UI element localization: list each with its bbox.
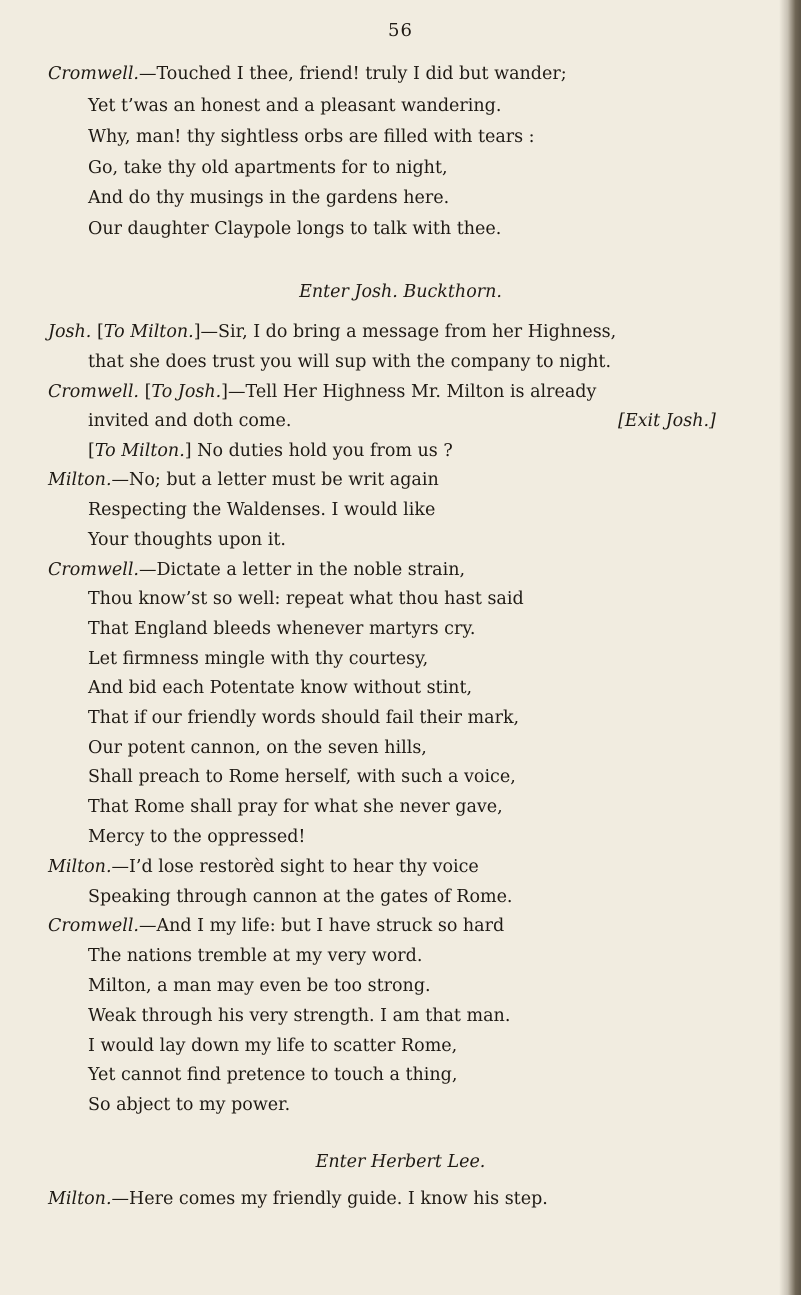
text-line — [48, 62, 567, 86]
line-text: —Touched I thee, friend! truly I did but wander; — [138, 64, 567, 84]
text-line: Cromwell. [To Josh.]—Tell Her Highness Mr. Milton is already — [48, 382, 597, 402]
stage-direction: [Exit Josh.] — [618, 411, 716, 431]
text-line: Respecting the Waldenses. I would like — [88, 500, 436, 520]
text-line: I would lay down my life to scatter Rome, — [88, 1036, 458, 1056]
text-line: That Rome shall pray for what she never gave, — [88, 797, 503, 817]
text-line: Milton, a man may even be too strong. — [88, 976, 431, 996]
text-line: So abject to my power. — [88, 1095, 291, 1115]
text-line: Speaking through cannon at the gates of Rome. — [88, 887, 513, 907]
text-line: Your thoughts upon it. — [88, 530, 286, 550]
line-text: ] No duties hold you from us ? — [184, 441, 453, 461]
text-line: Yet t’was an honest and a pleasant wandering. — [88, 96, 502, 116]
page-number: 56 — [388, 20, 413, 41]
speaker-name: Cromwell. — [48, 916, 139, 936]
stage-direction: Enter Herbert Lee. — [315, 1152, 486, 1172]
text-line: Why, man! thy sightless orbs are filled with tears : — [88, 127, 535, 147]
text-line — [48, 1187, 548, 1211]
text-line: Go, take thy old apartments for to night, — [88, 158, 448, 178]
speaker-name: Josh. — [48, 322, 92, 342]
text-line: The nations tremble at my very word. — [88, 946, 423, 966]
text-line: That if our friendly words should fail their mark, — [88, 708, 520, 728]
text-line: Josh. [To Milton.]—Sir, I do bring a message from her Highness, — [48, 322, 617, 342]
speaker-name: Milton. — [48, 1189, 112, 1209]
page-edge-shadow — [779, 0, 801, 1295]
line-text: —Here comes my friendly guide. I know his step. — [111, 1189, 548, 1209]
line-text: —No; but a letter must be writ again — [111, 470, 439, 490]
text-line: And do thy musings in the gardens here. — [88, 188, 450, 208]
line-text: ]—Tell Her Highness Mr. Milton is already — [221, 382, 597, 402]
speaker-name: Cromwell. — [48, 64, 139, 84]
line-text: —Dictate a letter in the noble strain, — [138, 560, 466, 580]
speaker-name: Cromwell. — [48, 560, 139, 580]
text-line: Yet cannot find pretence to touch a thing, — [88, 1065, 458, 1085]
text-line — [48, 558, 465, 582]
text-line: that she does trust you will sup with the company to night. — [88, 352, 612, 372]
text-line: Our potent cannon, on the seven hills, — [88, 738, 427, 758]
speaker-name: Milton. — [48, 857, 112, 877]
text-line: Our daughter Claypole longs to talk with thee. — [88, 219, 502, 239]
text-line: Shall preach to Rome herself, with such a voice, — [88, 767, 516, 787]
text-line: [To Milton.] No duties hold you from us ? — [88, 441, 453, 461]
line-text: —I’d lose restorèd sight to hear thy voice — [111, 857, 479, 877]
text-line: Let firmness mingle with thy courtesy, — [88, 649, 429, 669]
speaker-name: Milton. — [48, 470, 112, 490]
line-text: ]—Sir, I do bring a message from her Highness, — [193, 322, 617, 342]
text-line: That England bleeds whenever martyrs cry. — [88, 619, 476, 639]
text-line — [48, 468, 439, 492]
text-line: Thou know’st so well: repeat what thou hast said — [88, 589, 524, 609]
text-line — [48, 855, 479, 879]
stage-direction: To Milton. — [94, 441, 185, 461]
stage-direction: To Josh. — [151, 382, 222, 402]
line-text: —And I my life: but I have struck so hard — [138, 916, 505, 936]
text-line: invited and doth come. — [88, 411, 292, 431]
stage-direction: Enter Josh. Buckthorn. — [299, 282, 502, 302]
text-line: And bid each Potentate know without stint, — [88, 678, 473, 698]
text-line: Weak through his very strength. I am that man. — [88, 1006, 511, 1026]
stage-direction: To Milton. — [103, 322, 194, 342]
text-line: Mercy to the oppressed! — [88, 827, 306, 847]
speaker-name: Cromwell. — [48, 382, 139, 402]
text-line — [48, 914, 504, 938]
